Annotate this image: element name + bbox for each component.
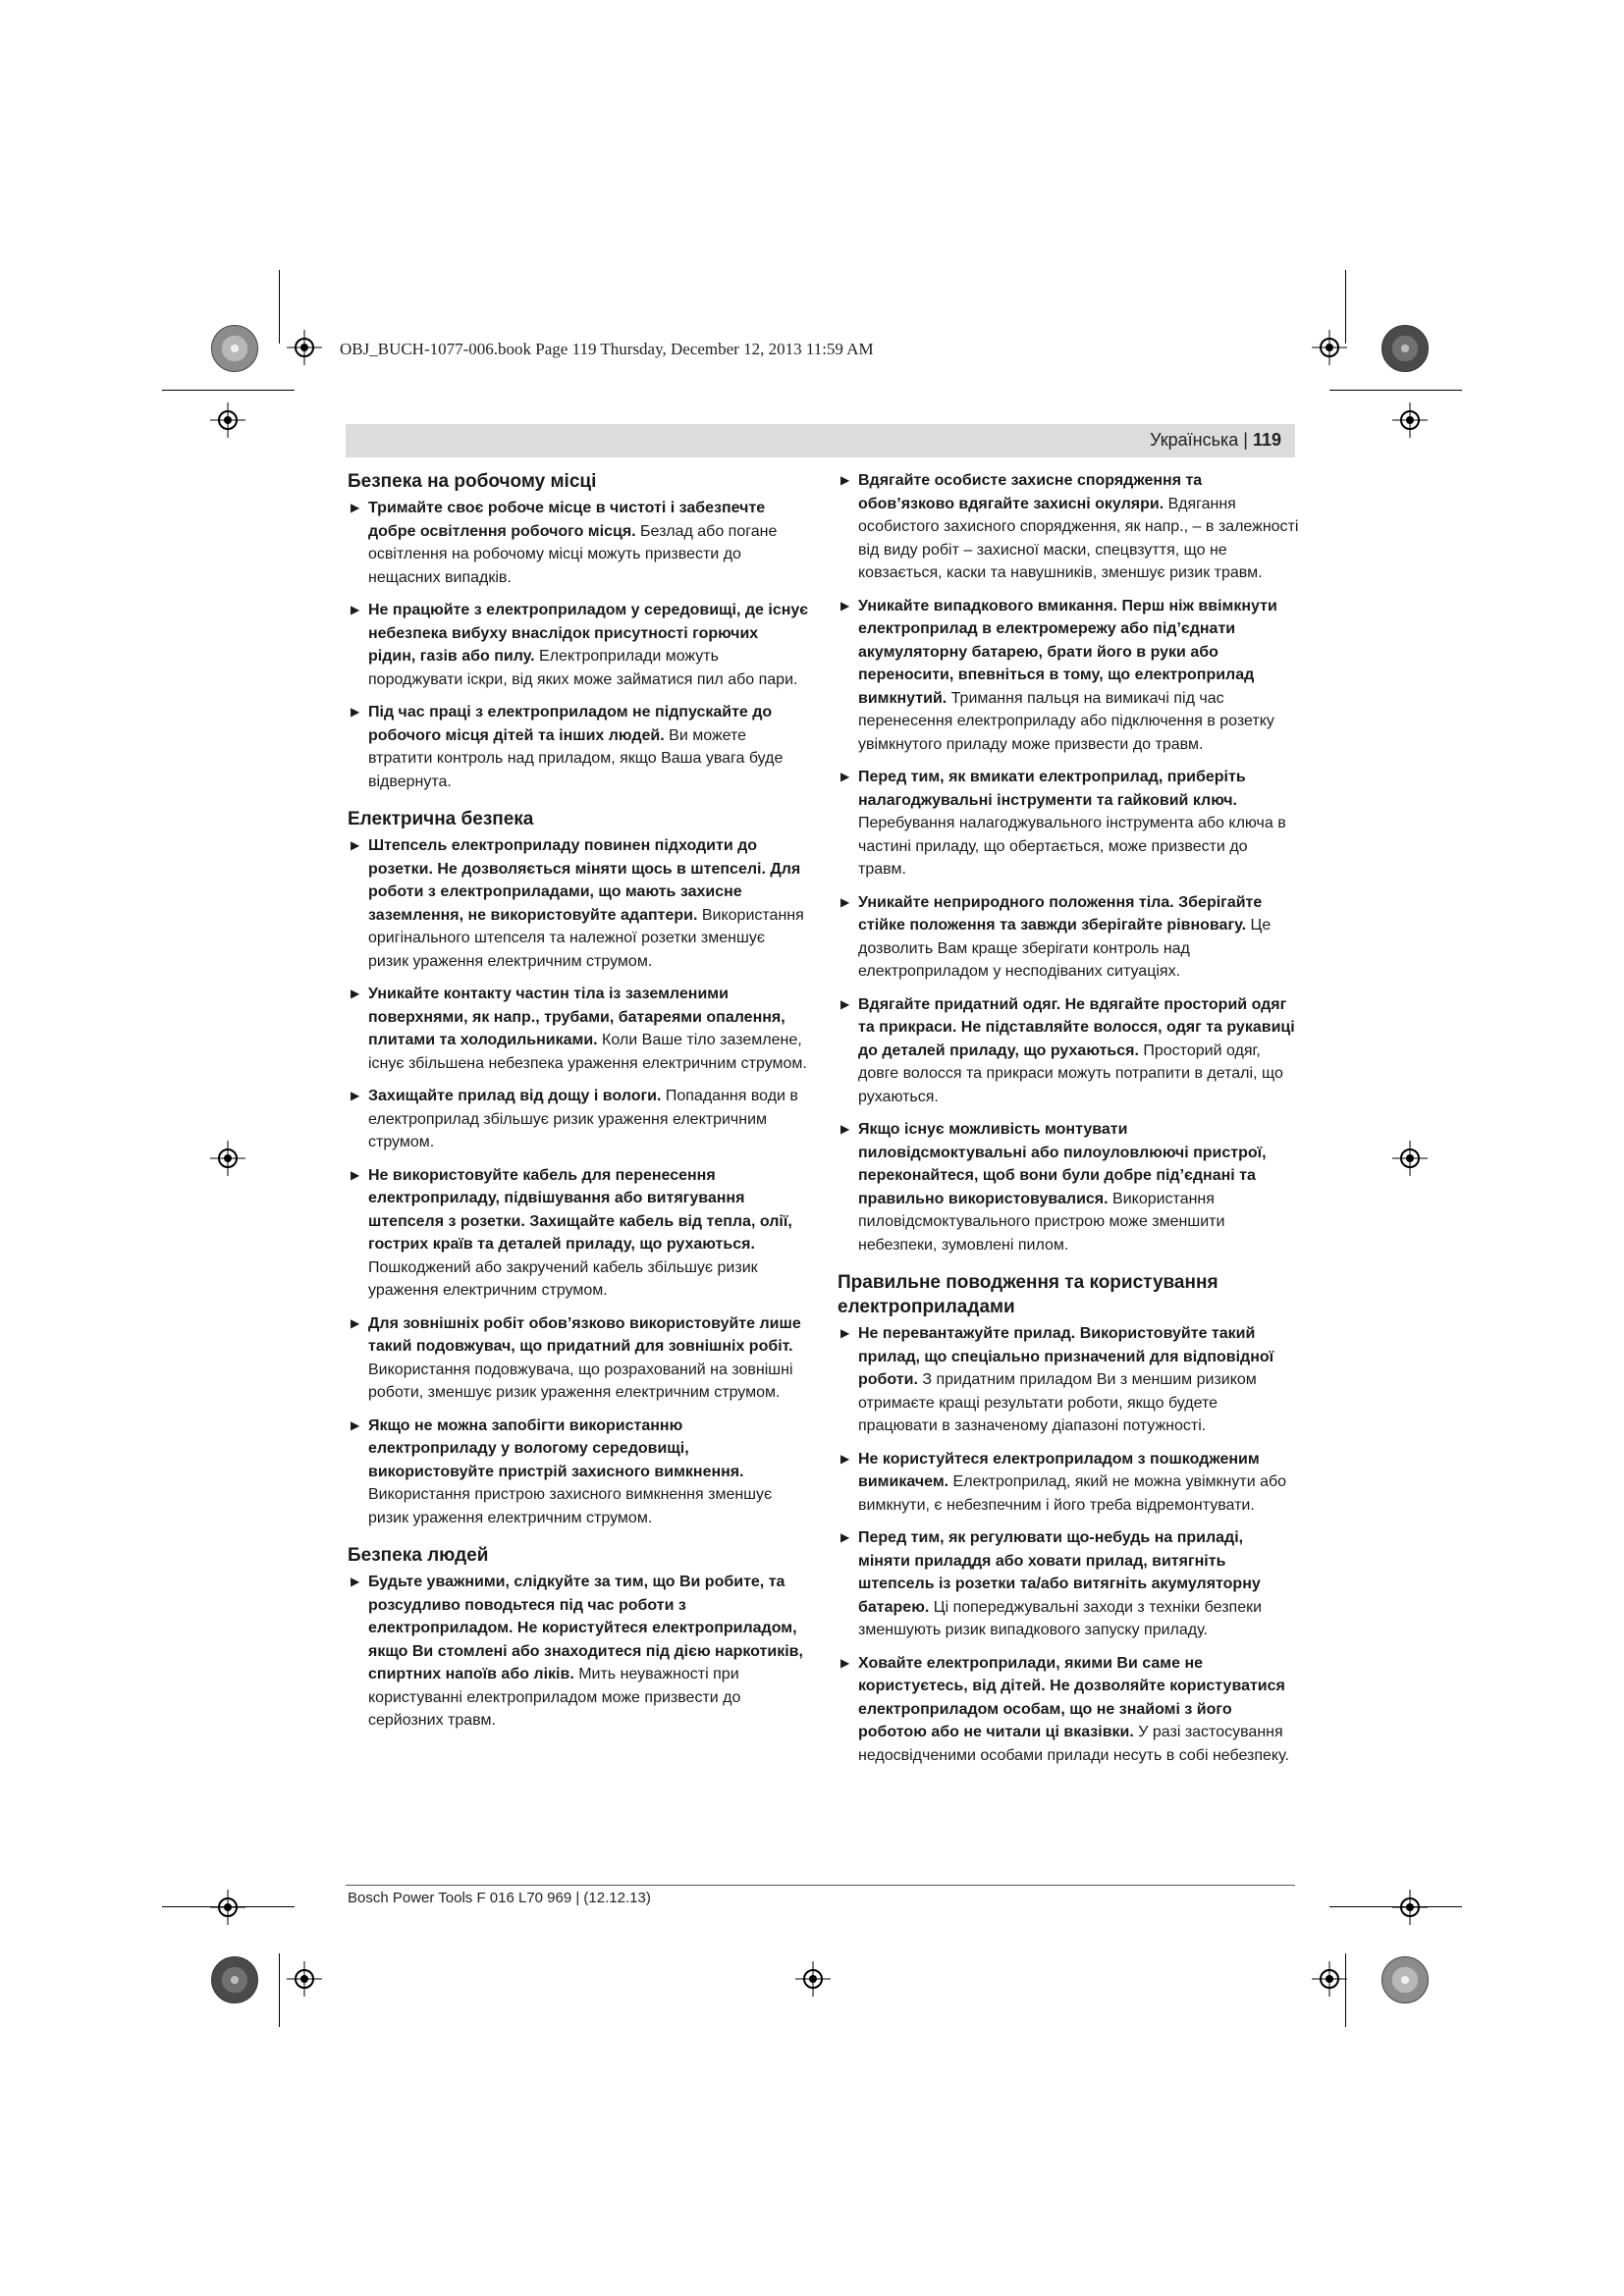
registration-mark-icon <box>210 1890 245 1925</box>
safety-instruction <box>838 595 1299 757</box>
instruction-bold: Перед тим, як регулювати що-небудь на приладі, міняти приладдя або ховати прилад, витягніть штепсель із розетки та/або витягніть акумуляторну батарею. <box>858 1529 1261 1616</box>
page-number: 119 <box>1252 430 1281 450</box>
section-title: Правильне поводження та користування електроприладами <box>838 1272 1218 1317</box>
registration-mark-icon <box>1392 1890 1428 1925</box>
safety-section <box>348 1543 809 1733</box>
instruction-bold: Не використовуйте кабель для перенесення електроприладу, підвішування або витягування штепселя з розетки. Захищайте кабель від тепла, олії, гострих країв та деталей приладу, що рухаються. <box>368 1166 792 1253</box>
instruction-bold: Захищайте прилад від дощу і вологи. <box>368 1088 662 1104</box>
instruction-text: Використання оригінального штепселя та належної розетки зменшує ризик ураження електричним струмом. <box>368 906 804 970</box>
bullet-arrow-icon: ▶ <box>840 1451 850 1466</box>
instruction-text: Коли Ваше тіло заземлене, існує збільшена небезпека ураження електричним струмом. <box>368 1032 807 1072</box>
instruction-text: Просторий одяг, довге волосся та прикраси можуть потрапити в деталі, що рухаються. <box>858 1041 1283 1105</box>
bullet-arrow-icon: ▶ <box>840 1326 850 1340</box>
registration-mark-icon <box>287 330 322 365</box>
instruction-bold: Не перевантажуйте прилад. Використовуйте такий прилад, що спеціально призначений для відповідної роботи. <box>858 1325 1274 1388</box>
instruction-bold: Під час праці з електроприладом не підпускайте до робочого місця дітей та інших людей. <box>368 704 773 744</box>
bullet-arrow-icon: ▶ <box>840 1122 850 1136</box>
safety-instruction <box>348 1571 809 1733</box>
bullet-arrow-icon: ▶ <box>351 1167 360 1182</box>
right-column <box>838 469 1299 1781</box>
safety-section <box>838 469 1299 1256</box>
bullet-arrow-icon: ▶ <box>840 473 850 487</box>
safety-instruction <box>348 497 809 589</box>
bullet-arrow-icon: ▶ <box>351 1417 360 1432</box>
bullet-arrow-icon: ▶ <box>840 1655 850 1670</box>
safety-instruction <box>348 599 809 691</box>
safety-instruction <box>838 1322 1299 1438</box>
instruction-text: Електроприлад, який не можна увімкнути або вимкнути, є небезпечним і його треба відремонтувати. <box>858 1473 1287 1514</box>
color-swatch-icon <box>1381 1956 1429 2003</box>
section-title: Електрична безпека <box>348 809 534 829</box>
section-title: Безпека людей <box>348 1545 489 1566</box>
instruction-text: Пошкоджений або закручений кабель збільшує ризик ураження електричним струмом. <box>368 1258 758 1299</box>
bullet-arrow-icon: ▶ <box>351 603 360 616</box>
bullet-arrow-icon: ▶ <box>840 770 850 783</box>
safety-instruction <box>838 1652 1299 1768</box>
bullet-arrow-icon: ▶ <box>840 1530 850 1544</box>
header-language: Українська <box>1150 430 1239 450</box>
instruction-bold: Для зовнішніх робіт обов’язково використовуйте лише такий подовжувач, що придатний для зовнішніх робіт. <box>368 1314 801 1355</box>
instruction-text: Тримання пальця на вимикачі під час перенесення електроприладу або підключення в розетку увімкнутого приладу може призвести до травм. <box>858 689 1274 753</box>
instruction-bold: Штепсель електроприладу повинен підходити до розетки. Не дозволяється міняти щось в штепселі. Для роботи з електроприладами, що мають захисне заземлення, не використовуйте адаптери. <box>368 837 801 924</box>
safety-instruction <box>348 1164 809 1303</box>
instruction-bold: Будьте уважними, слідкуйте за тим, що Ви робите, та розсудливо поводьтеся під час роботи з електроприладом. Не користуйтеся електроприладом, якщо Ви стомлені або знаходитеся під дією наркотиків, спиртних напоїв або ліків. <box>368 1574 803 1682</box>
instruction-text: Використання пиловідсмоктувального пристрою може зменшити небезпеки, зумовлені пилом. <box>858 1190 1225 1254</box>
page-footer: Bosch Power Tools F 016 L70 969 | (12.12.13) <box>348 1890 651 1906</box>
instruction-bold: Не працюйте з електроприладом у середовищі, де існує небезпека вибуху внаслідок присутності горючих рідин, газів або пилу. <box>368 602 809 665</box>
printer-info-line: OBJ_BUCH-1077-006.book Page 119 Thursday, December 12, 2013 11:59 AM <box>340 340 874 358</box>
header-separator: | <box>1243 430 1248 450</box>
instruction-bold: Тримайте своє робоче місце в чистоті і забезпечте добре освітлення робочого місця. <box>368 500 766 540</box>
footer-rule <box>346 1885 1295 1886</box>
page-header <box>346 424 1295 457</box>
registration-mark-icon <box>210 402 245 438</box>
bullet-arrow-icon: ▶ <box>840 894 850 909</box>
bullet-arrow-icon: ▶ <box>351 705 360 719</box>
safety-instruction <box>838 993 1299 1109</box>
registration-mark-icon <box>287 1961 322 1997</box>
registration-mark-icon <box>1392 1141 1428 1176</box>
instruction-bold: Вдягайте особисте захисне спорядження та обов’язково вдягайте захисні окуляри. <box>858 472 1203 512</box>
bullet-arrow-icon: ▶ <box>351 1089 360 1102</box>
color-swatch-icon <box>211 325 258 372</box>
instruction-text: У разі застосування недосвідченими особами прилади несуть в собі небезпеку. <box>858 1724 1289 1764</box>
instruction-text: Попадання води в електроприлад збільшує ризик ураження електричним струмом. <box>368 1088 798 1150</box>
bullet-arrow-icon: ▶ <box>840 598 850 613</box>
safety-section <box>348 469 809 793</box>
instruction-bold: Уникайте випадкового вмикання. Перш ніж ввімкнути електроприлад в електромережу або під’єднати акумуляторну батарею, брати його в руки або переносити, впевніться в тому, що електроприлад вимкнутий. <box>858 597 1277 707</box>
safety-instruction <box>348 1085 809 1154</box>
instruction-text: Безлад або погане освітлення на робочому місці можуть призвести до нещасних випадків. <box>368 522 778 586</box>
instruction-bold: Вдягайте придатний одяг. Не вдягайте просторий одяг та прикраси. Не підставляйте волосся, одяг та рукавиці до деталей приладу, що рухаються. <box>858 995 1295 1059</box>
registration-mark-icon <box>1312 330 1347 365</box>
instruction-text: Ці попереджувальні заходи з техніки безпеки зменшують ризик випадкового запуску приладу. <box>858 1598 1263 1638</box>
safety-instruction <box>348 834 809 973</box>
instruction-text: Використання пристрою захисного вимкнення зменшує ризик ураження електричним струмом. <box>368 1486 773 1526</box>
section-title: Безпека на робочому місці <box>348 471 597 492</box>
instruction-text: Це дозволить Вам краще зберігати контроль над електроприладом у несподіваних ситуаціях. <box>858 917 1272 980</box>
registration-mark-icon <box>1312 1961 1347 1997</box>
instruction-bold: Перед тим, як вмикати електроприлад, приберіть налагоджувальні інструменти та гайковий ключ. <box>858 769 1246 809</box>
instruction-bold: Ховайте електроприлади, якими Ви саме не користуєтесь, від дітей. Не дозволяйте користуватися електроприладом особам, що не знайомі з його роботою або не читали ці вказівки. <box>858 1654 1285 1740</box>
bullet-arrow-icon: ▶ <box>351 1575 360 1588</box>
bullet-arrow-icon: ▶ <box>351 838 360 852</box>
bullet-arrow-icon: ▶ <box>351 1315 360 1330</box>
bullet-arrow-icon: ▶ <box>840 996 850 1011</box>
safety-instruction <box>838 891 1299 984</box>
instruction-text: Вдягання особистого захисного спорядження, як напр., – в залежності від виду робіт – захисної маски, спецвзуття, що не ковзається, каски та навушників, зменшує ризик травм. <box>858 495 1299 581</box>
bullet-arrow-icon: ▶ <box>351 987 360 1000</box>
instruction-text: Мить неуважності при користуванні електроприладом може призвести до серйозних травм. <box>368 1666 741 1729</box>
safety-section <box>838 1270 1299 1767</box>
safety-instruction <box>348 1415 809 1530</box>
safety-instruction <box>348 701 809 793</box>
registration-mark-icon <box>795 1961 831 1997</box>
instruction-text: З придатним приладом Ви з меншим ризиком отримаєте кращі результати роботи, якщо будете працювати в зазначеному діапазоні потужності. <box>858 1371 1257 1434</box>
registration-mark-icon <box>210 1141 245 1176</box>
bullet-arrow-icon: ▶ <box>351 501 360 514</box>
header-language-page <box>1150 430 1281 451</box>
instruction-text: Використання подовжувача, що розрахований на зовнішні роботи, зменшує ризик ураження електричним струмом. <box>368 1361 793 1401</box>
instruction-bold: Не користуйтеся електроприладом з пошкодженим вимикачем. <box>858 1450 1260 1490</box>
safety-instruction <box>348 1312 809 1405</box>
instruction-bold: Якщо існує можливість монтувати пиловідсмоктувальні або пилоуловлюючі пристрої, переконайтеся, щоб вони були добре під’єднані та правильно використовувалися. <box>858 1121 1267 1207</box>
left-column <box>348 469 809 1746</box>
color-swatch-icon <box>1381 325 1429 372</box>
safety-instruction <box>838 1526 1299 1642</box>
registration-mark-icon <box>1392 402 1428 438</box>
instruction-bold: Уникайте неприродного положення тіла. Зберігайте стійке положення та завжди зберігайте рівновагу. <box>858 893 1263 934</box>
instruction-text: Електроприлади можуть породжувати іскри, від яких може займатися пил або пари. <box>368 648 798 688</box>
safety-instruction <box>348 983 809 1075</box>
safety-instruction <box>838 469 1299 585</box>
safety-instruction <box>838 1118 1299 1256</box>
instruction-bold: Якщо не можна запобігти використанню електроприладу у вологому середовищі, використовуйте пристрій захисного вимкнення. <box>368 1416 744 1480</box>
color-swatch-icon <box>211 1956 258 2003</box>
safety-instruction <box>838 766 1299 881</box>
instruction-text: Ви можете втратити контроль над приладом, якщо Ваша увага буде відвернута. <box>368 726 784 790</box>
instruction-text: Перебування налагоджувального інструмента або ключа в частині приладу, що обертається, може призвести до травм. <box>858 815 1286 878</box>
safety-section <box>348 807 809 1529</box>
instruction-bold: Уникайте контакту частин тіла із заземленими поверхнями, як напр., трубами, батареями опалення, плитами та холодильниками. <box>368 986 785 1048</box>
safety-instruction <box>838 1448 1299 1518</box>
